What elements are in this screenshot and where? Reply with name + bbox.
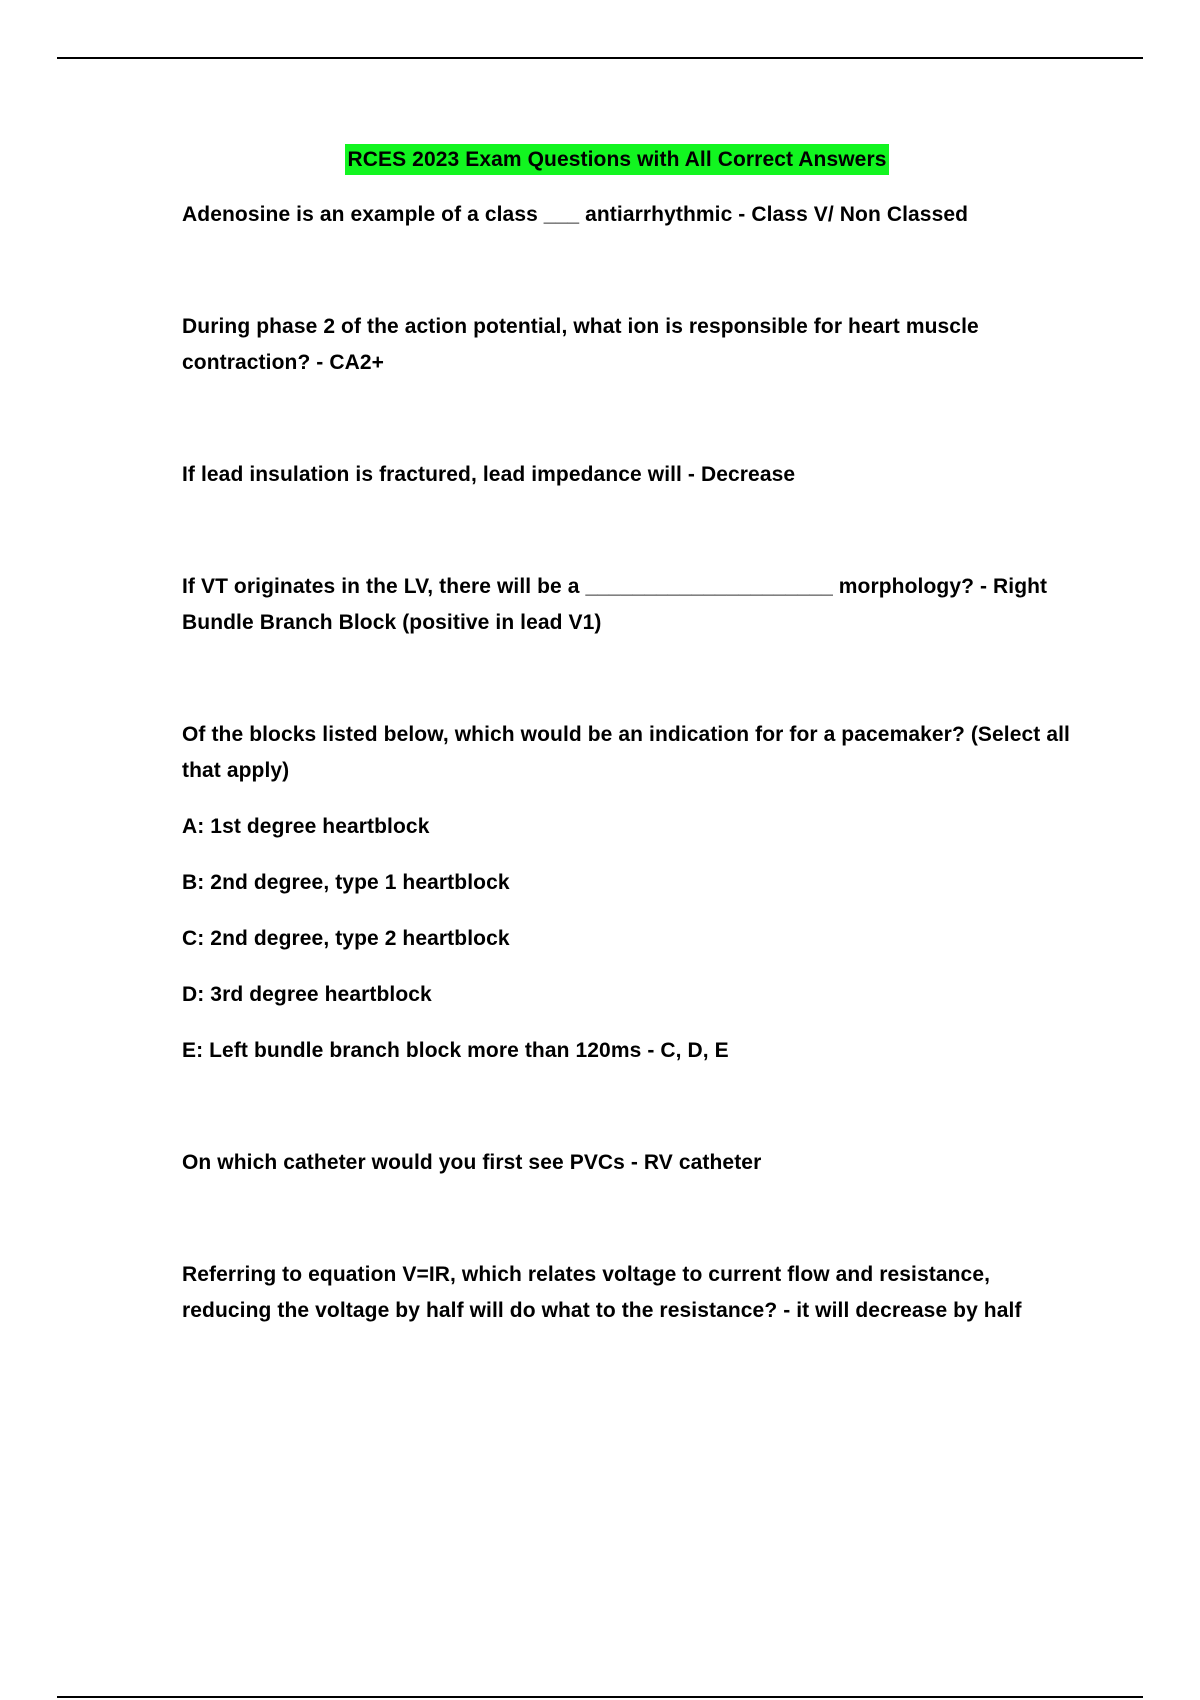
option-b: B: 2nd degree, type 1 heartblock [182, 871, 510, 894]
title-container [182, 144, 1052, 175]
bottom-rule [57, 1696, 1143, 1698]
option-e-answer: E: Left bundle branch block more than 120ms - C, D, E [182, 1039, 729, 1062]
document-title: RCES 2023 Exam Questions with All Correct Answers [345, 144, 888, 175]
question-2: During phase 2 of the action potential, what ion is responsible for heart muscle contraction? - CA2+ [182, 315, 979, 374]
question-6: On which catheter would you first see PVCs - RV catheter [182, 1151, 762, 1174]
question-5: Of the blocks listed below, which would be an indication for for a pacemaker? (Select all that apply) [182, 723, 1070, 782]
option-c: C: 2nd degree, type 2 heartblock [182, 927, 510, 950]
top-rule [57, 57, 1143, 59]
document-body [182, 144, 1082, 1329]
question-4: If VT originates in the LV, there will be a _____________________ morphology? - Right Bundle Branch Block (positive in lead V1) [182, 575, 1048, 634]
question-3: If lead insulation is fractured, lead impedance will - Decrease [182, 463, 796, 486]
option-a: A: 1st degree heartblock [182, 815, 430, 838]
question-7: Referring to equation V=IR, which relates voltage to current flow and resistance, reducing the voltage by half will do what to the resistance? - it will decrease by half [182, 1263, 1022, 1322]
option-d: D: 3rd degree heartblock [182, 983, 432, 1006]
question-1: Adenosine is an example of a class ___ antiarrhythmic - Class V/ Non Classed [182, 203, 969, 226]
